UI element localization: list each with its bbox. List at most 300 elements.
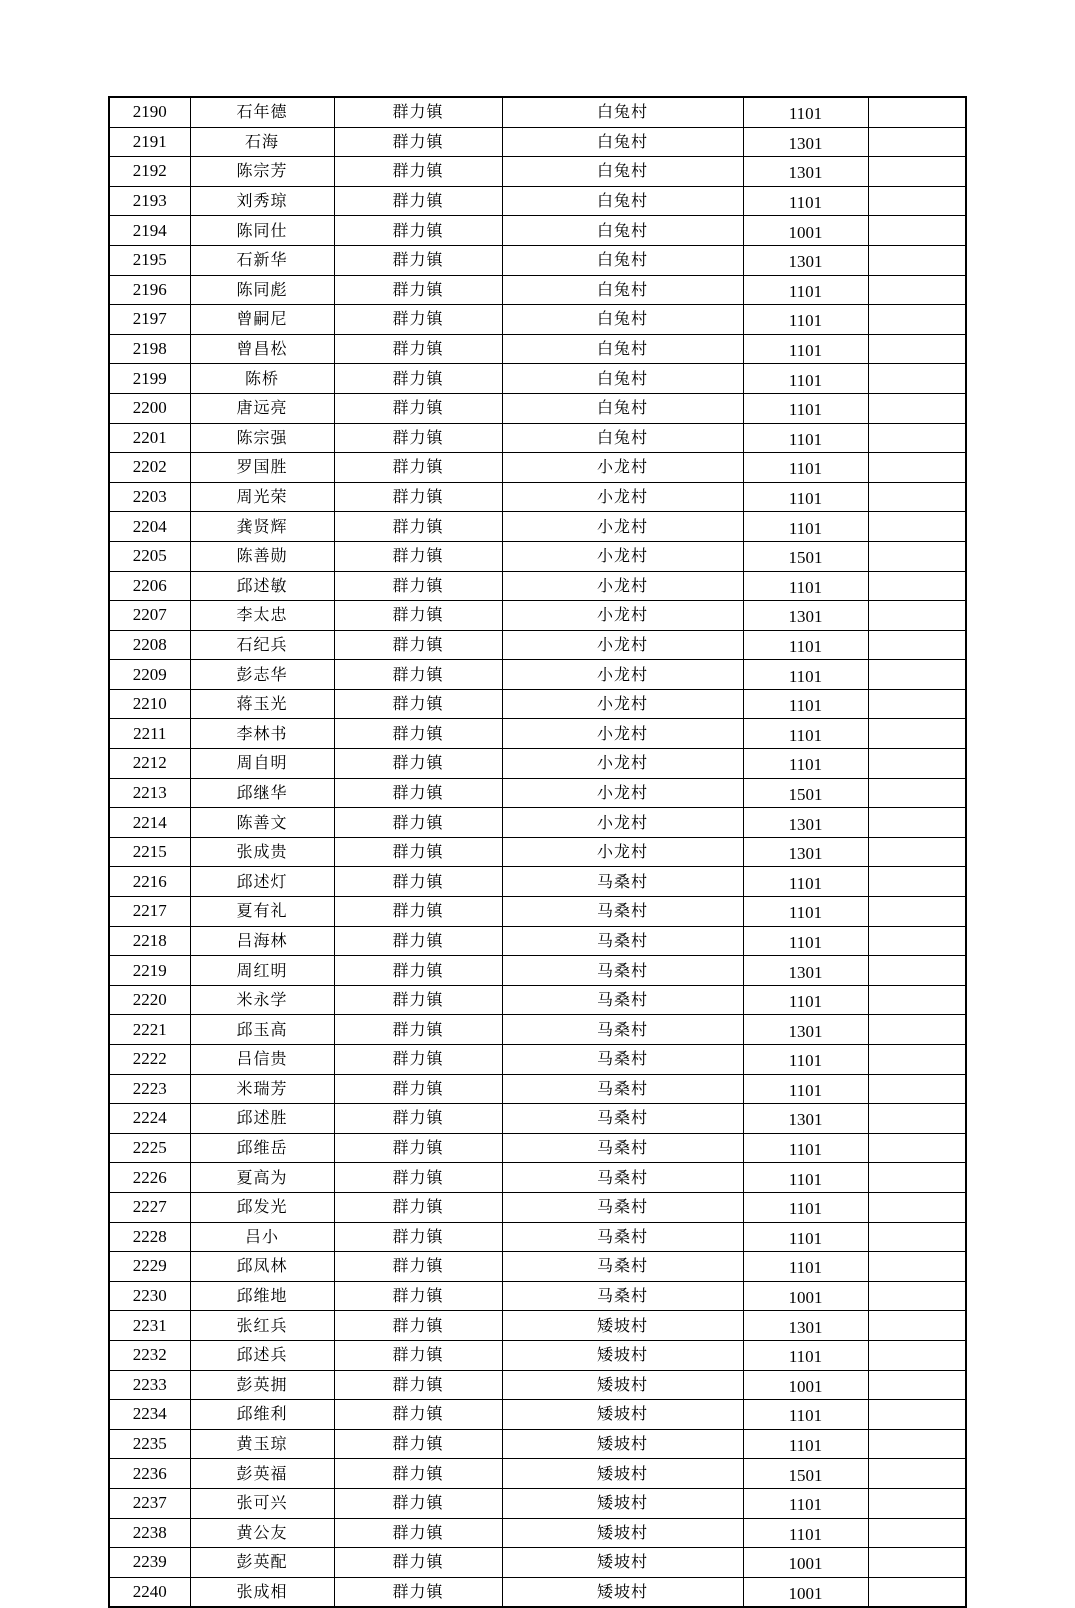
town-cell: 群力镇	[334, 157, 502, 187]
blank-cell	[868, 334, 966, 364]
code-cell: 1101	[743, 867, 868, 897]
blank-cell	[868, 186, 966, 216]
person-name-cell: 曾昌松	[190, 334, 334, 364]
town-cell: 群力镇	[334, 1488, 502, 1518]
code-cell: 1101	[743, 423, 868, 453]
table-row	[109, 719, 966, 749]
person-name-cell: 邱继华	[190, 778, 334, 808]
person-name-cell: 蒋玉光	[190, 689, 334, 719]
person-name-cell: 曾嗣尼	[190, 305, 334, 335]
person-name-cell: 邱述灯	[190, 867, 334, 897]
row-number-cell: 2240	[109, 1577, 190, 1607]
row-number-cell: 2229	[109, 1252, 190, 1282]
person-name-cell: 陈善文	[190, 808, 334, 838]
table-row	[109, 482, 966, 512]
town-cell: 群力镇	[334, 956, 502, 986]
village-cell: 马桑村	[502, 1074, 743, 1104]
village-cell: 白兔村	[502, 216, 743, 246]
row-number-cell: 2203	[109, 482, 190, 512]
code-cell: 1101	[743, 393, 868, 423]
village-cell: 马桑村	[502, 1104, 743, 1134]
row-number-cell: 2211	[109, 719, 190, 749]
blank-cell	[868, 1281, 966, 1311]
row-number-cell: 2198	[109, 334, 190, 364]
blank-cell	[868, 1488, 966, 1518]
person-name-cell: 邱玉高	[190, 1015, 334, 1045]
blank-cell	[868, 1163, 966, 1193]
code-cell: 1101	[743, 719, 868, 749]
person-name-cell: 陈宗强	[190, 423, 334, 453]
town-cell: 群力镇	[334, 867, 502, 897]
person-name-cell: 周红明	[190, 956, 334, 986]
town-cell: 群力镇	[334, 1518, 502, 1548]
row-number-cell: 2224	[109, 1104, 190, 1134]
town-cell: 群力镇	[334, 423, 502, 453]
blank-cell	[868, 926, 966, 956]
village-cell: 小龙村	[502, 601, 743, 631]
village-cell: 矮坡村	[502, 1400, 743, 1430]
code-cell: 1101	[743, 985, 868, 1015]
blank-cell	[868, 1518, 966, 1548]
table-row	[109, 1252, 966, 1282]
village-cell: 矮坡村	[502, 1340, 743, 1370]
code-cell: 1101	[743, 689, 868, 719]
row-number-cell: 2196	[109, 275, 190, 305]
village-cell: 马桑村	[502, 867, 743, 897]
row-number-cell: 2194	[109, 216, 190, 246]
table-row	[109, 897, 966, 927]
row-number-cell: 2192	[109, 157, 190, 187]
row-number-cell: 2193	[109, 186, 190, 216]
row-number-cell: 2215	[109, 837, 190, 867]
person-name-cell: 吕海林	[190, 926, 334, 956]
row-number-cell: 2226	[109, 1163, 190, 1193]
town-cell: 群力镇	[334, 245, 502, 275]
code-cell: 1101	[743, 1429, 868, 1459]
row-number-cell: 2223	[109, 1074, 190, 1104]
row-number-cell: 2239	[109, 1548, 190, 1578]
row-number-cell: 2219	[109, 956, 190, 986]
village-cell: 马桑村	[502, 926, 743, 956]
town-cell: 群力镇	[334, 127, 502, 157]
table-row	[109, 689, 966, 719]
blank-cell	[868, 157, 966, 187]
person-name-cell: 邱维利	[190, 1400, 334, 1430]
table-row	[109, 985, 966, 1015]
person-name-cell: 黄玉琼	[190, 1429, 334, 1459]
village-cell: 马桑村	[502, 1163, 743, 1193]
person-name-cell: 彭英拥	[190, 1370, 334, 1400]
table-row	[109, 453, 966, 483]
person-name-cell: 彭英福	[190, 1459, 334, 1489]
town-cell: 群力镇	[334, 660, 502, 690]
town-cell: 群力镇	[334, 1577, 502, 1607]
town-cell: 群力镇	[334, 1370, 502, 1400]
code-cell: 1101	[743, 305, 868, 335]
table-row	[109, 364, 966, 394]
row-number-cell: 2201	[109, 423, 190, 453]
blank-cell	[868, 778, 966, 808]
row-number-cell: 2212	[109, 749, 190, 779]
person-name-cell: 夏有礼	[190, 897, 334, 927]
row-number-cell: 2205	[109, 541, 190, 571]
blank-cell	[868, 1104, 966, 1134]
town-cell: 群力镇	[334, 1045, 502, 1075]
row-number-cell: 2235	[109, 1429, 190, 1459]
village-cell: 马桑村	[502, 1252, 743, 1282]
person-name-cell: 邱维岳	[190, 1133, 334, 1163]
person-name-cell: 邱述兵	[190, 1340, 334, 1370]
code-cell: 1301	[743, 157, 868, 187]
row-number-cell: 2218	[109, 926, 190, 956]
blank-cell	[868, 423, 966, 453]
blank-cell	[868, 601, 966, 631]
table-row	[109, 1222, 966, 1252]
person-name-cell: 刘秀琼	[190, 186, 334, 216]
code-cell: 1101	[743, 1045, 868, 1075]
table-row	[109, 216, 966, 246]
village-cell: 矮坡村	[502, 1429, 743, 1459]
village-cell: 矮坡村	[502, 1311, 743, 1341]
person-name-cell: 周光荣	[190, 482, 334, 512]
table-row	[109, 601, 966, 631]
blank-cell	[868, 97, 966, 127]
person-name-cell: 夏高为	[190, 1163, 334, 1193]
code-cell: 1001	[743, 1548, 868, 1578]
town-cell: 群力镇	[334, 393, 502, 423]
blank-cell	[868, 1045, 966, 1075]
town-cell: 群力镇	[334, 275, 502, 305]
village-cell: 马桑村	[502, 1192, 743, 1222]
village-cell: 小龙村	[502, 512, 743, 542]
person-name-cell: 石新华	[190, 245, 334, 275]
town-cell: 群力镇	[334, 1222, 502, 1252]
code-cell: 1101	[743, 334, 868, 364]
village-cell: 小龙村	[502, 778, 743, 808]
town-cell: 群力镇	[334, 601, 502, 631]
village-cell: 矮坡村	[502, 1370, 743, 1400]
code-cell: 1101	[743, 1252, 868, 1282]
person-name-cell: 张成贵	[190, 837, 334, 867]
town-cell: 群力镇	[334, 749, 502, 779]
town-cell: 群力镇	[334, 985, 502, 1015]
town-cell: 群力镇	[334, 334, 502, 364]
code-cell: 1101	[743, 1192, 868, 1222]
person-name-cell: 石年德	[190, 97, 334, 127]
row-number-cell: 2230	[109, 1281, 190, 1311]
village-cell: 白兔村	[502, 275, 743, 305]
row-number-cell: 2207	[109, 601, 190, 631]
table-row	[109, 1488, 966, 1518]
village-cell: 白兔村	[502, 245, 743, 275]
blank-cell	[868, 956, 966, 986]
code-cell: 1001	[743, 1370, 868, 1400]
row-number-cell: 2213	[109, 778, 190, 808]
blank-cell	[868, 364, 966, 394]
row-number-cell: 2202	[109, 453, 190, 483]
town-cell: 群力镇	[334, 1400, 502, 1430]
town-cell: 群力镇	[334, 97, 502, 127]
village-cell: 矮坡村	[502, 1488, 743, 1518]
person-name-cell: 龚贤辉	[190, 512, 334, 542]
blank-cell	[868, 216, 966, 246]
table-row	[109, 1281, 966, 1311]
blank-cell	[868, 512, 966, 542]
row-number-cell: 2220	[109, 985, 190, 1015]
town-cell: 群力镇	[334, 571, 502, 601]
person-name-cell: 石海	[190, 127, 334, 157]
table-row	[109, 778, 966, 808]
row-number-cell: 2199	[109, 364, 190, 394]
row-number-cell: 2197	[109, 305, 190, 335]
town-cell: 群力镇	[334, 837, 502, 867]
table-row	[109, 571, 966, 601]
blank-cell	[868, 1192, 966, 1222]
table-row	[109, 97, 966, 127]
person-name-cell: 李林书	[190, 719, 334, 749]
village-cell: 小龙村	[502, 808, 743, 838]
person-name-cell: 邱述敏	[190, 571, 334, 601]
table-row	[109, 630, 966, 660]
blank-cell	[868, 245, 966, 275]
blank-cell	[868, 1400, 966, 1430]
blank-cell	[868, 1222, 966, 1252]
code-cell: 1101	[743, 1163, 868, 1193]
town-cell: 群力镇	[334, 512, 502, 542]
code-cell: 1101	[743, 630, 868, 660]
code-cell: 1301	[743, 808, 868, 838]
village-cell: 白兔村	[502, 157, 743, 187]
person-name-cell: 张红兵	[190, 1311, 334, 1341]
village-cell: 小龙村	[502, 660, 743, 690]
code-cell: 1101	[743, 926, 868, 956]
row-number-cell: 2228	[109, 1222, 190, 1252]
town-cell: 群力镇	[334, 1548, 502, 1578]
village-cell: 马桑村	[502, 1045, 743, 1075]
village-cell: 矮坡村	[502, 1577, 743, 1607]
table-row	[109, 1104, 966, 1134]
table-row	[109, 837, 966, 867]
table-row	[109, 1163, 966, 1193]
code-cell: 1101	[743, 97, 868, 127]
code-cell: 1101	[743, 897, 868, 927]
village-cell: 小龙村	[502, 837, 743, 867]
person-name-cell: 米瑞芳	[190, 1074, 334, 1104]
village-cell: 马桑村	[502, 1133, 743, 1163]
records-table	[108, 96, 967, 1608]
village-cell: 矮坡村	[502, 1548, 743, 1578]
person-name-cell: 邱凤林	[190, 1252, 334, 1282]
row-number-cell: 2190	[109, 97, 190, 127]
village-cell: 小龙村	[502, 482, 743, 512]
code-cell: 1301	[743, 245, 868, 275]
town-cell: 群力镇	[334, 1281, 502, 1311]
table-row	[109, 423, 966, 453]
table-row	[109, 926, 966, 956]
person-name-cell: 吕小	[190, 1222, 334, 1252]
table-row	[109, 245, 966, 275]
row-number-cell: 2204	[109, 512, 190, 542]
person-name-cell: 陈同彪	[190, 275, 334, 305]
table-row	[109, 1577, 966, 1607]
row-number-cell: 2200	[109, 393, 190, 423]
code-cell: 1001	[743, 1577, 868, 1607]
village-cell: 马桑村	[502, 1222, 743, 1252]
village-cell: 马桑村	[502, 1281, 743, 1311]
village-cell: 白兔村	[502, 97, 743, 127]
town-cell: 群力镇	[334, 216, 502, 246]
table-row	[109, 305, 966, 335]
town-cell: 群力镇	[334, 1192, 502, 1222]
table-row	[109, 660, 966, 690]
table-row	[109, 1370, 966, 1400]
row-number-cell: 2236	[109, 1459, 190, 1489]
town-cell: 群力镇	[334, 1252, 502, 1282]
blank-cell	[868, 1459, 966, 1489]
town-cell: 群力镇	[334, 541, 502, 571]
village-cell: 小龙村	[502, 541, 743, 571]
person-name-cell: 唐远亮	[190, 393, 334, 423]
code-cell: 1101	[743, 660, 868, 690]
blank-cell	[868, 1252, 966, 1282]
person-name-cell: 邱述胜	[190, 1104, 334, 1134]
blank-cell	[868, 689, 966, 719]
row-number-cell: 2222	[109, 1045, 190, 1075]
town-cell: 群力镇	[334, 1163, 502, 1193]
blank-cell	[868, 660, 966, 690]
blank-cell	[868, 453, 966, 483]
table-row	[109, 512, 966, 542]
blank-cell	[868, 1074, 966, 1104]
code-cell: 1301	[743, 1015, 868, 1045]
table-row	[109, 1311, 966, 1341]
table-row	[109, 808, 966, 838]
code-cell: 1501	[743, 778, 868, 808]
code-cell: 1101	[743, 1133, 868, 1163]
row-number-cell: 2217	[109, 897, 190, 927]
town-cell: 群力镇	[334, 1429, 502, 1459]
table-row	[109, 1045, 966, 1075]
village-cell: 矮坡村	[502, 1459, 743, 1489]
code-cell: 1101	[743, 186, 868, 216]
town-cell: 群力镇	[334, 1133, 502, 1163]
code-cell: 1101	[743, 1488, 868, 1518]
village-cell: 马桑村	[502, 1015, 743, 1045]
table-row	[109, 275, 966, 305]
table-row	[109, 541, 966, 571]
row-number-cell: 2237	[109, 1488, 190, 1518]
table-row	[109, 1015, 966, 1045]
town-cell: 群力镇	[334, 1074, 502, 1104]
town-cell: 群力镇	[334, 1311, 502, 1341]
code-cell: 1101	[743, 275, 868, 305]
table-row	[109, 393, 966, 423]
village-cell: 白兔村	[502, 127, 743, 157]
row-number-cell: 2209	[109, 660, 190, 690]
village-cell: 马桑村	[502, 956, 743, 986]
row-number-cell: 2231	[109, 1311, 190, 1341]
village-cell: 白兔村	[502, 186, 743, 216]
town-cell: 群力镇	[334, 808, 502, 838]
row-number-cell: 2221	[109, 1015, 190, 1045]
code-cell: 1501	[743, 1459, 868, 1489]
table-row	[109, 1074, 966, 1104]
village-cell: 白兔村	[502, 305, 743, 335]
person-name-cell: 陈桥	[190, 364, 334, 394]
blank-cell	[868, 482, 966, 512]
table-row	[109, 1192, 966, 1222]
row-number-cell: 2238	[109, 1518, 190, 1548]
person-name-cell: 邱维地	[190, 1281, 334, 1311]
code-cell: 1501	[743, 541, 868, 571]
village-cell: 小龙村	[502, 749, 743, 779]
code-cell: 1001	[743, 216, 868, 246]
table-row	[109, 1133, 966, 1163]
village-cell: 小龙村	[502, 630, 743, 660]
person-name-cell: 周自明	[190, 749, 334, 779]
town-cell: 群力镇	[334, 689, 502, 719]
table-row	[109, 1340, 966, 1370]
code-cell: 1301	[743, 1311, 868, 1341]
code-cell: 1001	[743, 1281, 868, 1311]
table-row	[109, 186, 966, 216]
village-cell: 小龙村	[502, 689, 743, 719]
person-name-cell: 张可兴	[190, 1488, 334, 1518]
person-name-cell: 吕信贵	[190, 1045, 334, 1075]
town-cell: 群力镇	[334, 1340, 502, 1370]
table-row	[109, 334, 966, 364]
person-name-cell: 张成相	[190, 1577, 334, 1607]
blank-cell	[868, 897, 966, 927]
code-cell: 1101	[743, 1518, 868, 1548]
code-cell: 1101	[743, 1340, 868, 1370]
village-cell: 马桑村	[502, 985, 743, 1015]
table-row	[109, 1548, 966, 1578]
village-cell: 白兔村	[502, 334, 743, 364]
row-number-cell: 2227	[109, 1192, 190, 1222]
code-cell: 1101	[743, 512, 868, 542]
person-name-cell: 石纪兵	[190, 630, 334, 660]
blank-cell	[868, 1015, 966, 1045]
town-cell: 群力镇	[334, 778, 502, 808]
person-name-cell: 彭志华	[190, 660, 334, 690]
table-row	[109, 1429, 966, 1459]
table-row	[109, 157, 966, 187]
row-number-cell: 2206	[109, 571, 190, 601]
code-cell: 1101	[743, 364, 868, 394]
blank-cell	[868, 1340, 966, 1370]
blank-cell	[868, 571, 966, 601]
blank-cell	[868, 867, 966, 897]
blank-cell	[868, 393, 966, 423]
table-row	[109, 867, 966, 897]
person-name-cell: 陈善勋	[190, 541, 334, 571]
table-row	[109, 956, 966, 986]
blank-cell	[868, 1133, 966, 1163]
blank-cell	[868, 1429, 966, 1459]
blank-cell	[868, 1577, 966, 1607]
town-cell: 群力镇	[334, 364, 502, 394]
row-number-cell: 2195	[109, 245, 190, 275]
table-row	[109, 1518, 966, 1548]
person-name-cell: 黄公友	[190, 1518, 334, 1548]
blank-cell	[868, 808, 966, 838]
town-cell: 群力镇	[334, 453, 502, 483]
town-cell: 群力镇	[334, 719, 502, 749]
blank-cell	[868, 127, 966, 157]
row-number-cell: 2210	[109, 689, 190, 719]
person-name-cell: 陈宗芳	[190, 157, 334, 187]
